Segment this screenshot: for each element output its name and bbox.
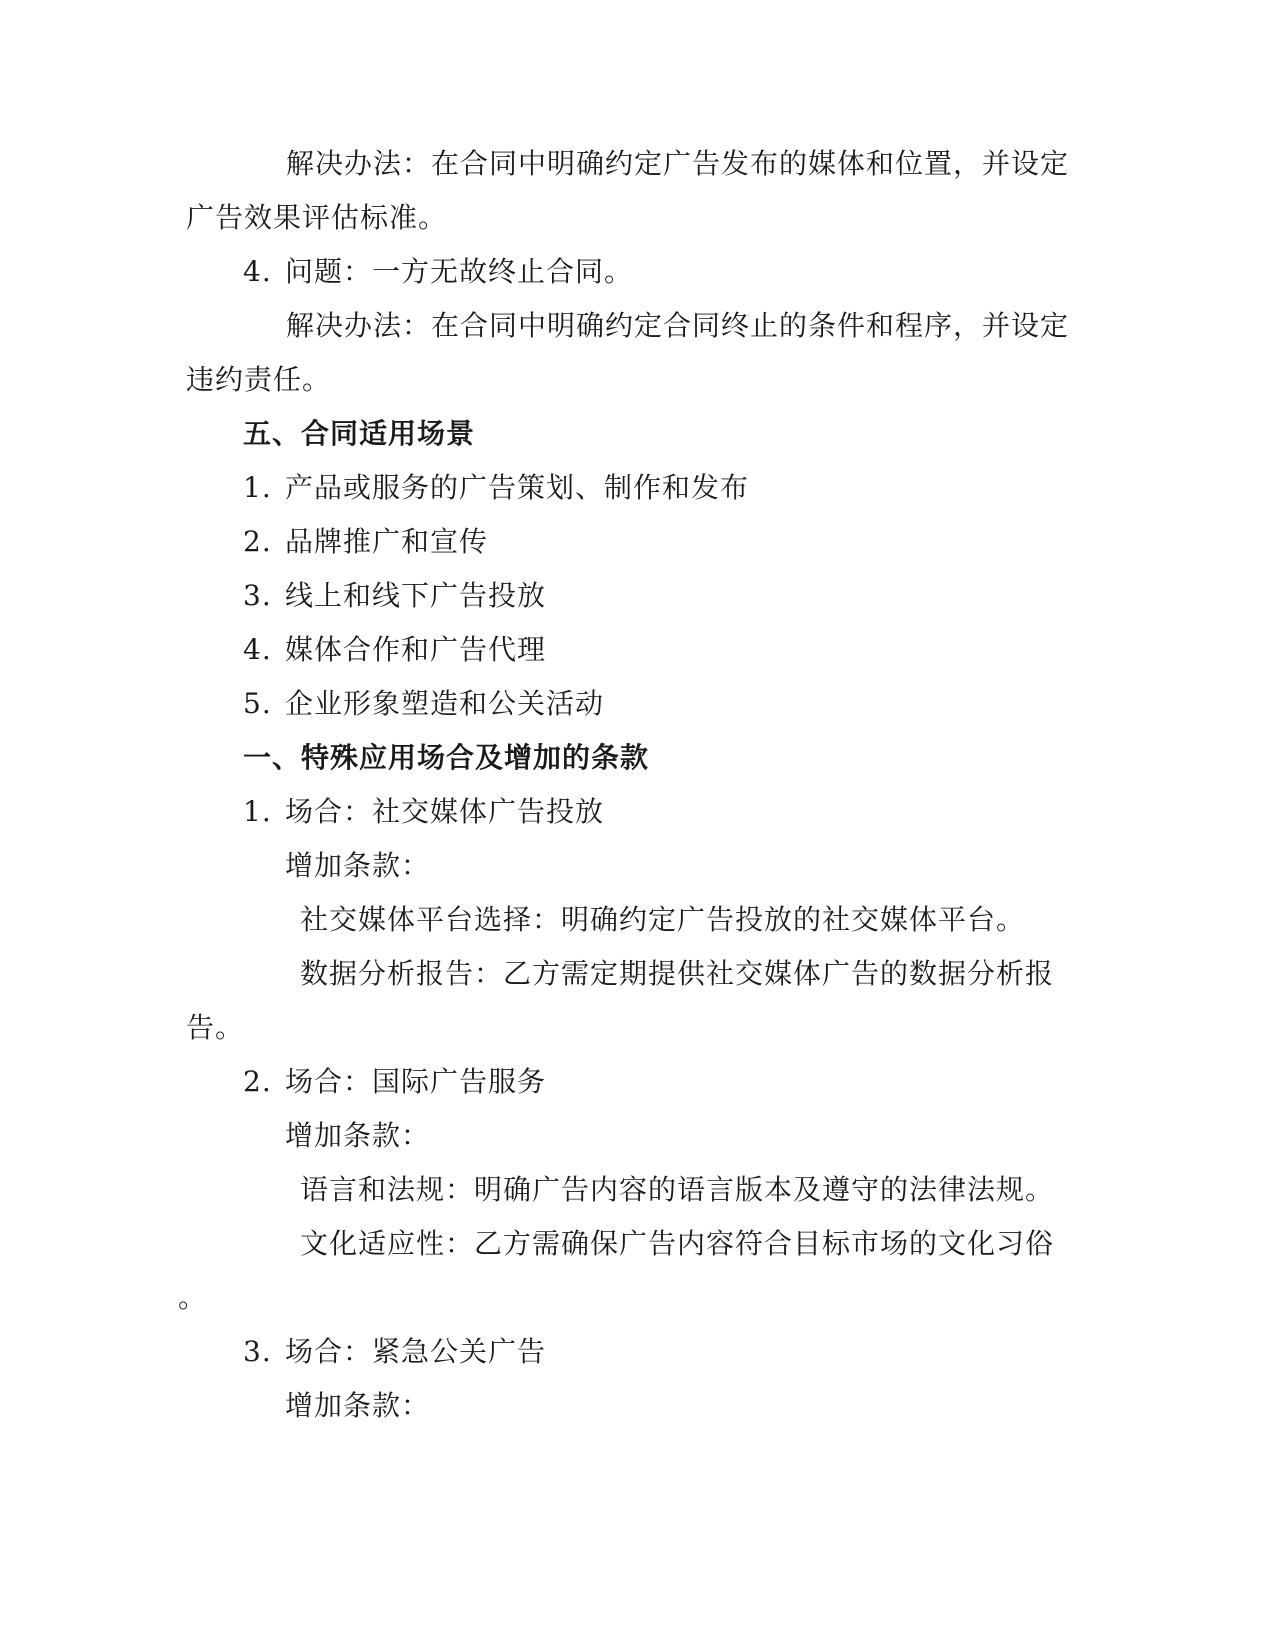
list-item: [243, 1064, 546, 1100]
list-number: 1.: [243, 471, 272, 504]
list-text: 问题：一方无故终止合同。: [285, 255, 634, 288]
paragraph-line: 解决办法：在合同中明确约定合同终止的条件和程序，并设定: [286, 309, 1070, 342]
section-heading: 一、特殊应用场合及增加的条款: [243, 741, 650, 774]
list-text: 媒体合作和广告代理: [285, 633, 547, 666]
list-item: [243, 470, 749, 506]
list-text: 场合：紧急公关广告: [285, 1335, 547, 1368]
list-item: [243, 578, 546, 614]
paragraph-line: 广告效果评估标准。: [186, 201, 448, 234]
list-item: [243, 686, 604, 722]
clause-label: 增加条款：: [285, 849, 431, 882]
list-number: 3.: [243, 579, 272, 612]
list-item: [243, 524, 488, 560]
list-text: 场合：国际广告服务: [285, 1065, 547, 1098]
list-number: 2.: [243, 1065, 272, 1098]
clause-line: 语言和法规：明确广告内容的语言版本及遵守的法律法规。: [300, 1173, 1055, 1206]
clause-line: 社交媒体平台选择：明确约定广告投放的社交媒体平台。: [300, 903, 1026, 936]
clause-line: 。: [178, 1281, 208, 1314]
list-number: 3.: [243, 1335, 272, 1368]
list-number: 4.: [243, 255, 272, 288]
paragraph-line: 违约责任。: [186, 363, 332, 396]
clause-line: 告。: [186, 1011, 245, 1044]
section-heading: 五、合同适用场景: [243, 417, 476, 450]
list-item: [243, 1334, 546, 1370]
list-text: 品牌推广和宣传: [285, 525, 489, 558]
list-item: [243, 254, 633, 290]
list-text: 企业形象塑造和公关活动: [285, 687, 605, 720]
list-number: 5.: [243, 687, 272, 720]
list-text: 场合：社交媒体广告投放: [285, 795, 605, 828]
clause-label: 增加条款：: [285, 1119, 431, 1152]
list-text: 线上和线下广告投放: [285, 579, 547, 612]
clause-line: 数据分析报告：乙方需定期提供社交媒体广告的数据分析报: [300, 957, 1055, 990]
list-item: [243, 632, 546, 668]
clause-line: 文化适应性：乙方需确保广告内容符合目标市场的文化习俗: [300, 1227, 1055, 1260]
list-item: [243, 794, 604, 830]
list-text: 产品或服务的广告策划、制作和发布: [285, 471, 750, 504]
list-number: 1.: [243, 795, 272, 828]
list-number: 2.: [243, 525, 272, 558]
clause-label: 增加条款：: [285, 1389, 431, 1422]
paragraph-line: 解决办法：在合同中明确约定广告发布的媒体和位置，并设定: [286, 147, 1070, 180]
list-number: 4.: [243, 633, 272, 666]
